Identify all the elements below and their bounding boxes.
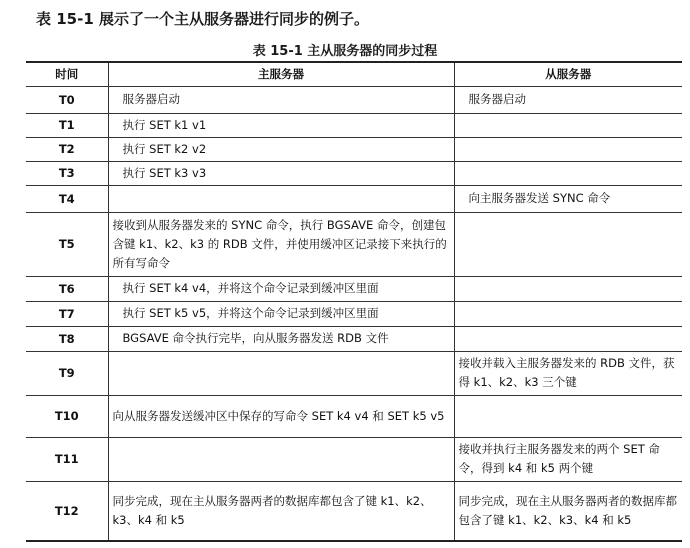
slave-cell (454, 161, 682, 185)
table-caption: 表 15-1 主从服务器的同步过程 (252, 44, 438, 59)
table-row (26, 481, 682, 541)
time-cell: T3 (26, 161, 108, 185)
table-row (26, 137, 682, 161)
time-cell: T9 (26, 351, 108, 395)
time-cell: T12 (26, 481, 108, 541)
header-time: 时间 (26, 62, 108, 86)
time-cell: T6 (26, 276, 108, 301)
slave-cell (454, 137, 682, 161)
time-cell: T10 (26, 395, 108, 437)
slave-cell: 接收并执行主服务器发来的两个 SET 命令，得到 k4 和 k5 两个键 (454, 437, 682, 481)
time-cell: T2 (26, 137, 108, 161)
slave-cell (454, 276, 682, 301)
master-cell: 服务器启动 (108, 86, 454, 113)
slave-cell: 同步完成，现在主从服务器两者的数据库都包含了键 k1、k2、k3、k4 和 k5 (454, 481, 682, 541)
time-cell: T0 (26, 86, 108, 113)
header-slave: 从服务器 (454, 62, 682, 86)
master-cell: 执行 SET k2 v2 (108, 137, 454, 161)
slave-cell: 接收并载入主服务器发来的 RDB 文件，获得 k1、k2、k3 三个键 (454, 351, 682, 395)
table-row (26, 276, 682, 301)
slave-cell (454, 326, 682, 351)
master-cell (108, 185, 454, 212)
time-cell: T4 (26, 185, 108, 212)
time-cell: T7 (26, 301, 108, 326)
master-cell: 向从服务器发送缓冲区中保存的写命令 SET k4 v4 和 SET k5 v5 (108, 395, 454, 437)
table-row (26, 86, 682, 113)
table-row (26, 185, 682, 212)
slave-cell (454, 395, 682, 437)
table-row (26, 161, 682, 185)
header-master: 主服务器 (108, 62, 454, 86)
master-cell (108, 437, 454, 481)
master-cell: 接收到从服务器发来的 SYNC 命令，执行 BGSAVE 命令，创建包含键 k1、k2、k3 的 RDB 文件，并使用缓冲区记录接下来执行的所有写命令 (108, 212, 454, 276)
slave-cell: 向主服务器发送 SYNC 命令 (454, 185, 682, 212)
master-cell: 执行 SET k1 v1 (108, 113, 454, 137)
master-cell (108, 351, 454, 395)
master-cell: 执行 SET k3 v3 (108, 161, 454, 185)
time-cell: T5 (26, 212, 108, 276)
time-cell: T1 (26, 113, 108, 137)
table-row (26, 113, 682, 137)
master-cell: 执行 SET k4 v4，并将这个命令记录到缓冲区里面 (108, 276, 454, 301)
master-cell: 同步完成，现在主从服务器两者的数据库都包含了键 k1、k2、k3、k4 和 k5 (108, 481, 454, 541)
table-row (26, 301, 682, 326)
table-row (26, 212, 682, 276)
slave-cell: 服务器启动 (454, 86, 682, 113)
intro-text: 表 15-1 展示了一个主从服务器进行同步的例子。 (36, 10, 369, 28)
sync-table (26, 61, 682, 542)
table-header-row (26, 62, 682, 86)
table-row (26, 437, 682, 481)
slave-cell (454, 212, 682, 276)
table-row (26, 395, 682, 437)
master-cell: BGSAVE 命令执行完毕，向从服务器发送 RDB 文件 (108, 326, 454, 351)
time-cell: T8 (26, 326, 108, 351)
table-row (26, 351, 682, 395)
slave-cell (454, 301, 682, 326)
table-row (26, 326, 682, 351)
slave-cell (454, 113, 682, 137)
master-cell: 执行 SET k5 v5，并将这个命令记录到缓冲区里面 (108, 301, 454, 326)
time-cell: T11 (26, 437, 108, 481)
